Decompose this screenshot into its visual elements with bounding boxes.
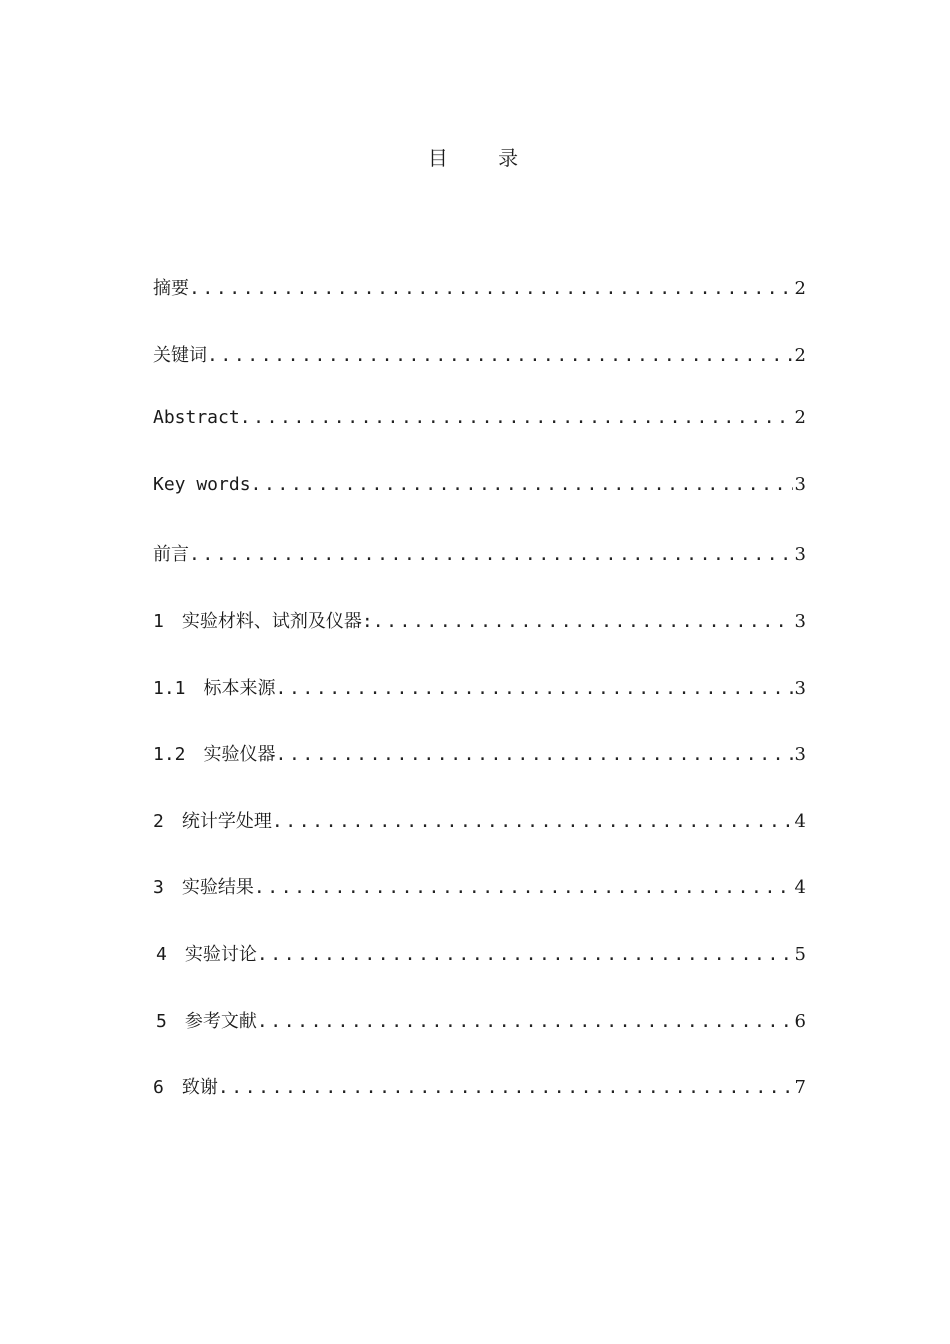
dot-leader	[254, 877, 793, 898]
toc-entry-heading	[153, 873, 254, 899]
toc-page-number: 2	[794, 278, 806, 299]
section-number: 6	[153, 1077, 164, 1099]
toc-entry-heading	[153, 807, 272, 833]
toc-page-number: 4	[794, 877, 806, 899]
toc-page-number: 3	[794, 677, 806, 699]
dot-leader	[251, 474, 793, 495]
toc-entry[interactable]	[153, 341, 806, 408]
dot-leader	[257, 944, 793, 965]
toc-page-number: 3	[794, 544, 806, 566]
toc-entry-label: 关键词	[153, 344, 207, 366]
toc-entry[interactable]	[153, 940, 806, 1007]
dot-leader	[218, 1077, 793, 1098]
toc-entry-label: 参考文献	[184, 1010, 257, 1032]
section-number: 1	[153, 610, 164, 632]
toc-entry[interactable]	[153, 474, 806, 541]
toc-entry[interactable]	[153, 607, 806, 674]
toc-entry-label: 实验材料、试剂及仪器:	[181, 610, 373, 632]
toc-entry-heading	[153, 1007, 257, 1033]
toc-entry-heading	[153, 940, 257, 966]
toc-page-number: 7	[794, 1077, 806, 1099]
dot-leader	[276, 678, 793, 699]
dot-leader	[257, 1011, 793, 1032]
toc-entry-heading	[153, 674, 276, 700]
toc-page-number: 4	[794, 810, 806, 832]
section-number: 4	[156, 943, 167, 965]
dot-leader	[189, 544, 793, 565]
toc-page-number: 3	[794, 744, 806, 766]
toc-entry[interactable]	[153, 873, 806, 940]
dot-leader	[207, 345, 793, 366]
toc-entry[interactable]	[153, 740, 806, 807]
toc-page-number: 3	[794, 610, 806, 632]
section-number: 3	[153, 877, 164, 899]
dot-leader	[240, 407, 793, 428]
toc-entry-label: 摘要	[153, 278, 189, 299]
dot-leader	[272, 811, 793, 832]
toc-entry-heading	[153, 1073, 218, 1099]
dot-leader	[373, 611, 793, 632]
toc-entry[interactable]	[153, 540, 806, 607]
page-title: 目 录	[427, 146, 541, 170]
toc-entry-label: 统计学处理	[181, 810, 272, 832]
section-number: 2	[153, 810, 164, 832]
toc-entry-label: 致谢	[181, 1077, 218, 1099]
toc-entry-label: 实验结果	[181, 877, 254, 899]
dot-leader	[189, 278, 793, 299]
toc-page-number: 2	[794, 407, 806, 429]
toc-entry-label: Abstract	[153, 407, 240, 429]
toc-entry[interactable]	[153, 274, 806, 341]
toc-entry[interactable]	[153, 674, 806, 741]
toc-page-number: 2	[794, 344, 806, 366]
toc-entry-heading	[153, 607, 373, 633]
section-number: 1.2	[153, 744, 186, 766]
toc-entry-label: 标本来源	[203, 677, 276, 699]
toc-entry[interactable]	[153, 1073, 806, 1140]
dot-leader	[276, 744, 793, 765]
table-of-contents	[153, 274, 806, 1140]
toc-page-number: 3	[794, 473, 806, 495]
toc-page-number: 6	[794, 1010, 806, 1032]
toc-entry-label: 前言	[153, 544, 189, 566]
toc-entry-label: 实验讨论	[184, 943, 257, 965]
toc-entry[interactable]	[153, 1007, 806, 1074]
toc-entry[interactable]	[153, 407, 806, 474]
toc-entry[interactable]	[153, 807, 806, 874]
section-number: 1.1	[153, 677, 186, 699]
section-number: 5	[156, 1010, 167, 1032]
toc-page-number: 5	[794, 943, 806, 965]
toc-entry-label: 实验仪器	[203, 744, 276, 766]
toc-entry-label: Key words	[153, 473, 251, 495]
toc-entry-heading	[153, 740, 276, 766]
